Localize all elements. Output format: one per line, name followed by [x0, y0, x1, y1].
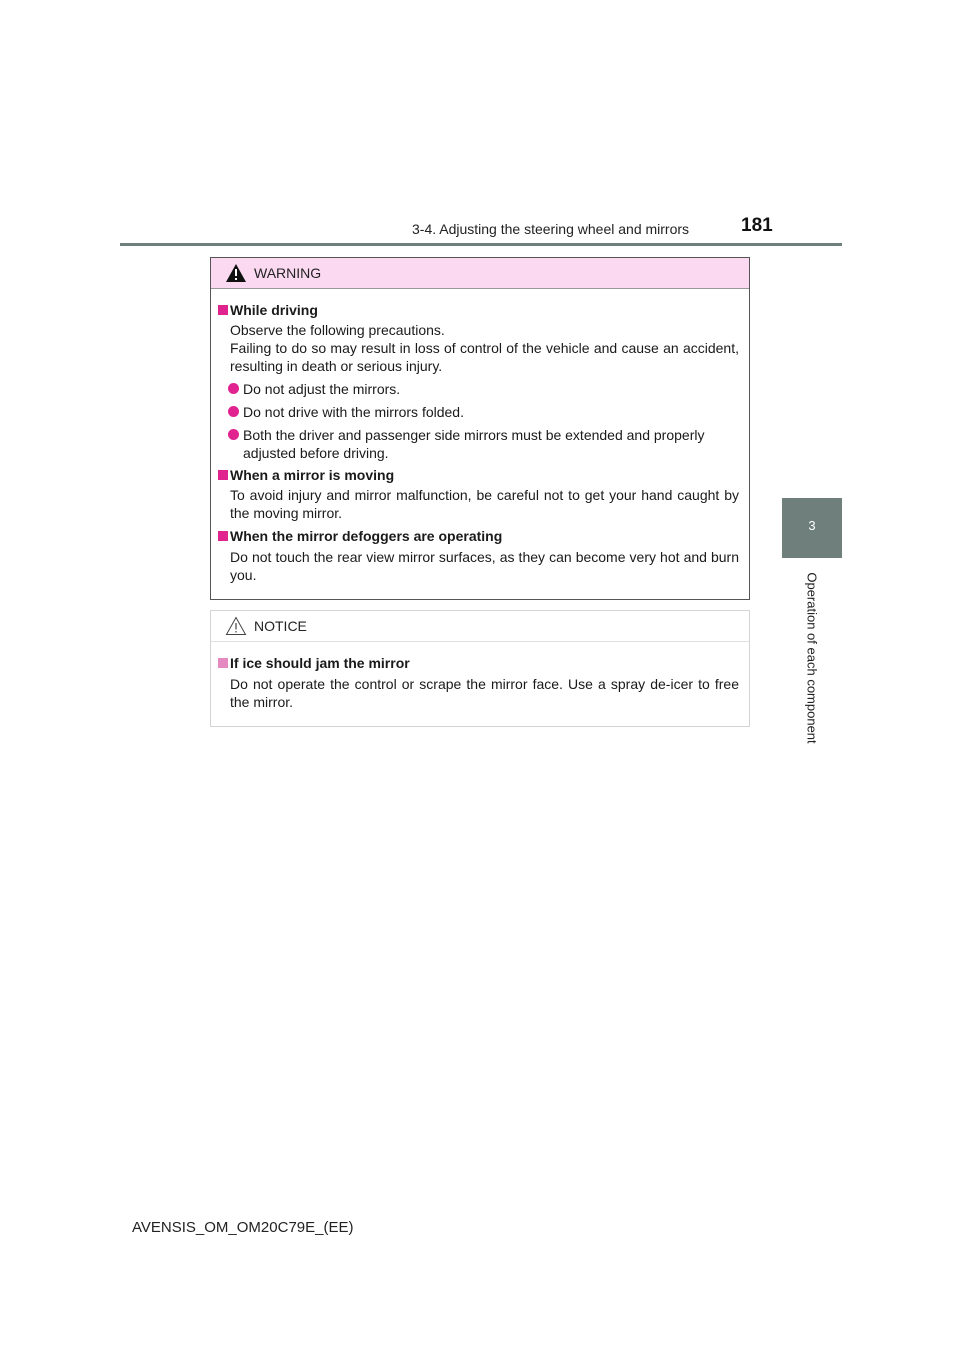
warning-text: To avoid injury and mirror malfunction, be careful not to get your hand caught by the moving mirror.: [230, 487, 739, 521]
round-bullet-icon: [228, 383, 239, 394]
page-number: 181: [741, 215, 773, 236]
round-bullet-icon: [228, 406, 239, 417]
square-bullet-icon: [218, 658, 228, 668]
caution-triangle-icon: [225, 616, 247, 636]
notice-header: [211, 611, 749, 642]
warning-box: WARNING While driving Observe the following precautions. Failing to do so may result in loss of control of the vehicle and cause an accident, resulting in death or serious injury. Do not adjust the mirrors. Do not drive with the mirrors folded. Both the driver and passenger side mirrors must be extended and properly adjusted before driving. When a mirror is moving To avoid injury and mirror malfunction, be careful not to get your hand caught by the moving mirror. When the mirror defoggers are operating Do not touch the rear view mirror surfaces, as they can become very hot and burn you.: [210, 257, 750, 600]
round-bullet-icon: [228, 429, 239, 440]
warning-text: Do not touch the rear view mirror surfaces, as they can become very hot and burn you.: [230, 549, 739, 583]
warning-triangle-icon: [225, 263, 247, 283]
notice-label: NOTICE: [254, 618, 307, 634]
header-divider: [120, 243, 842, 246]
warning-header: [211, 258, 749, 289]
notice-text: Do not operate the control or scrape the mirror face. Use a spray de-icer to free the mirror.: [230, 676, 739, 710]
square-bullet-icon: [218, 531, 228, 541]
chapter-tab: [782, 498, 842, 558]
warning-label: WARNING: [254, 265, 322, 281]
square-bullet-icon: [218, 470, 228, 480]
chapter-label-text: Operation of each component: [804, 572, 820, 744]
warning-text: Failing to do so may result in loss of control of the vehicle and cause an accident, resulting in death or serious injury.: [230, 340, 739, 374]
section-title: 3-4. Adjusting the steering wheel and mirrors: [412, 221, 690, 237]
notice-box: NOTICE If ice should jam the mirror Do not operate the control or scrape the mirror face. Use a spray de-icer to free the mirror.: [210, 610, 750, 727]
document-code: AVENSIS_OM_OM20C79E_(EE): [132, 1219, 354, 1236]
square-bullet-icon: [218, 305, 228, 315]
warning-text: Observe the following precautions.: [230, 322, 445, 338]
chapter-number: 3: [808, 518, 816, 533]
